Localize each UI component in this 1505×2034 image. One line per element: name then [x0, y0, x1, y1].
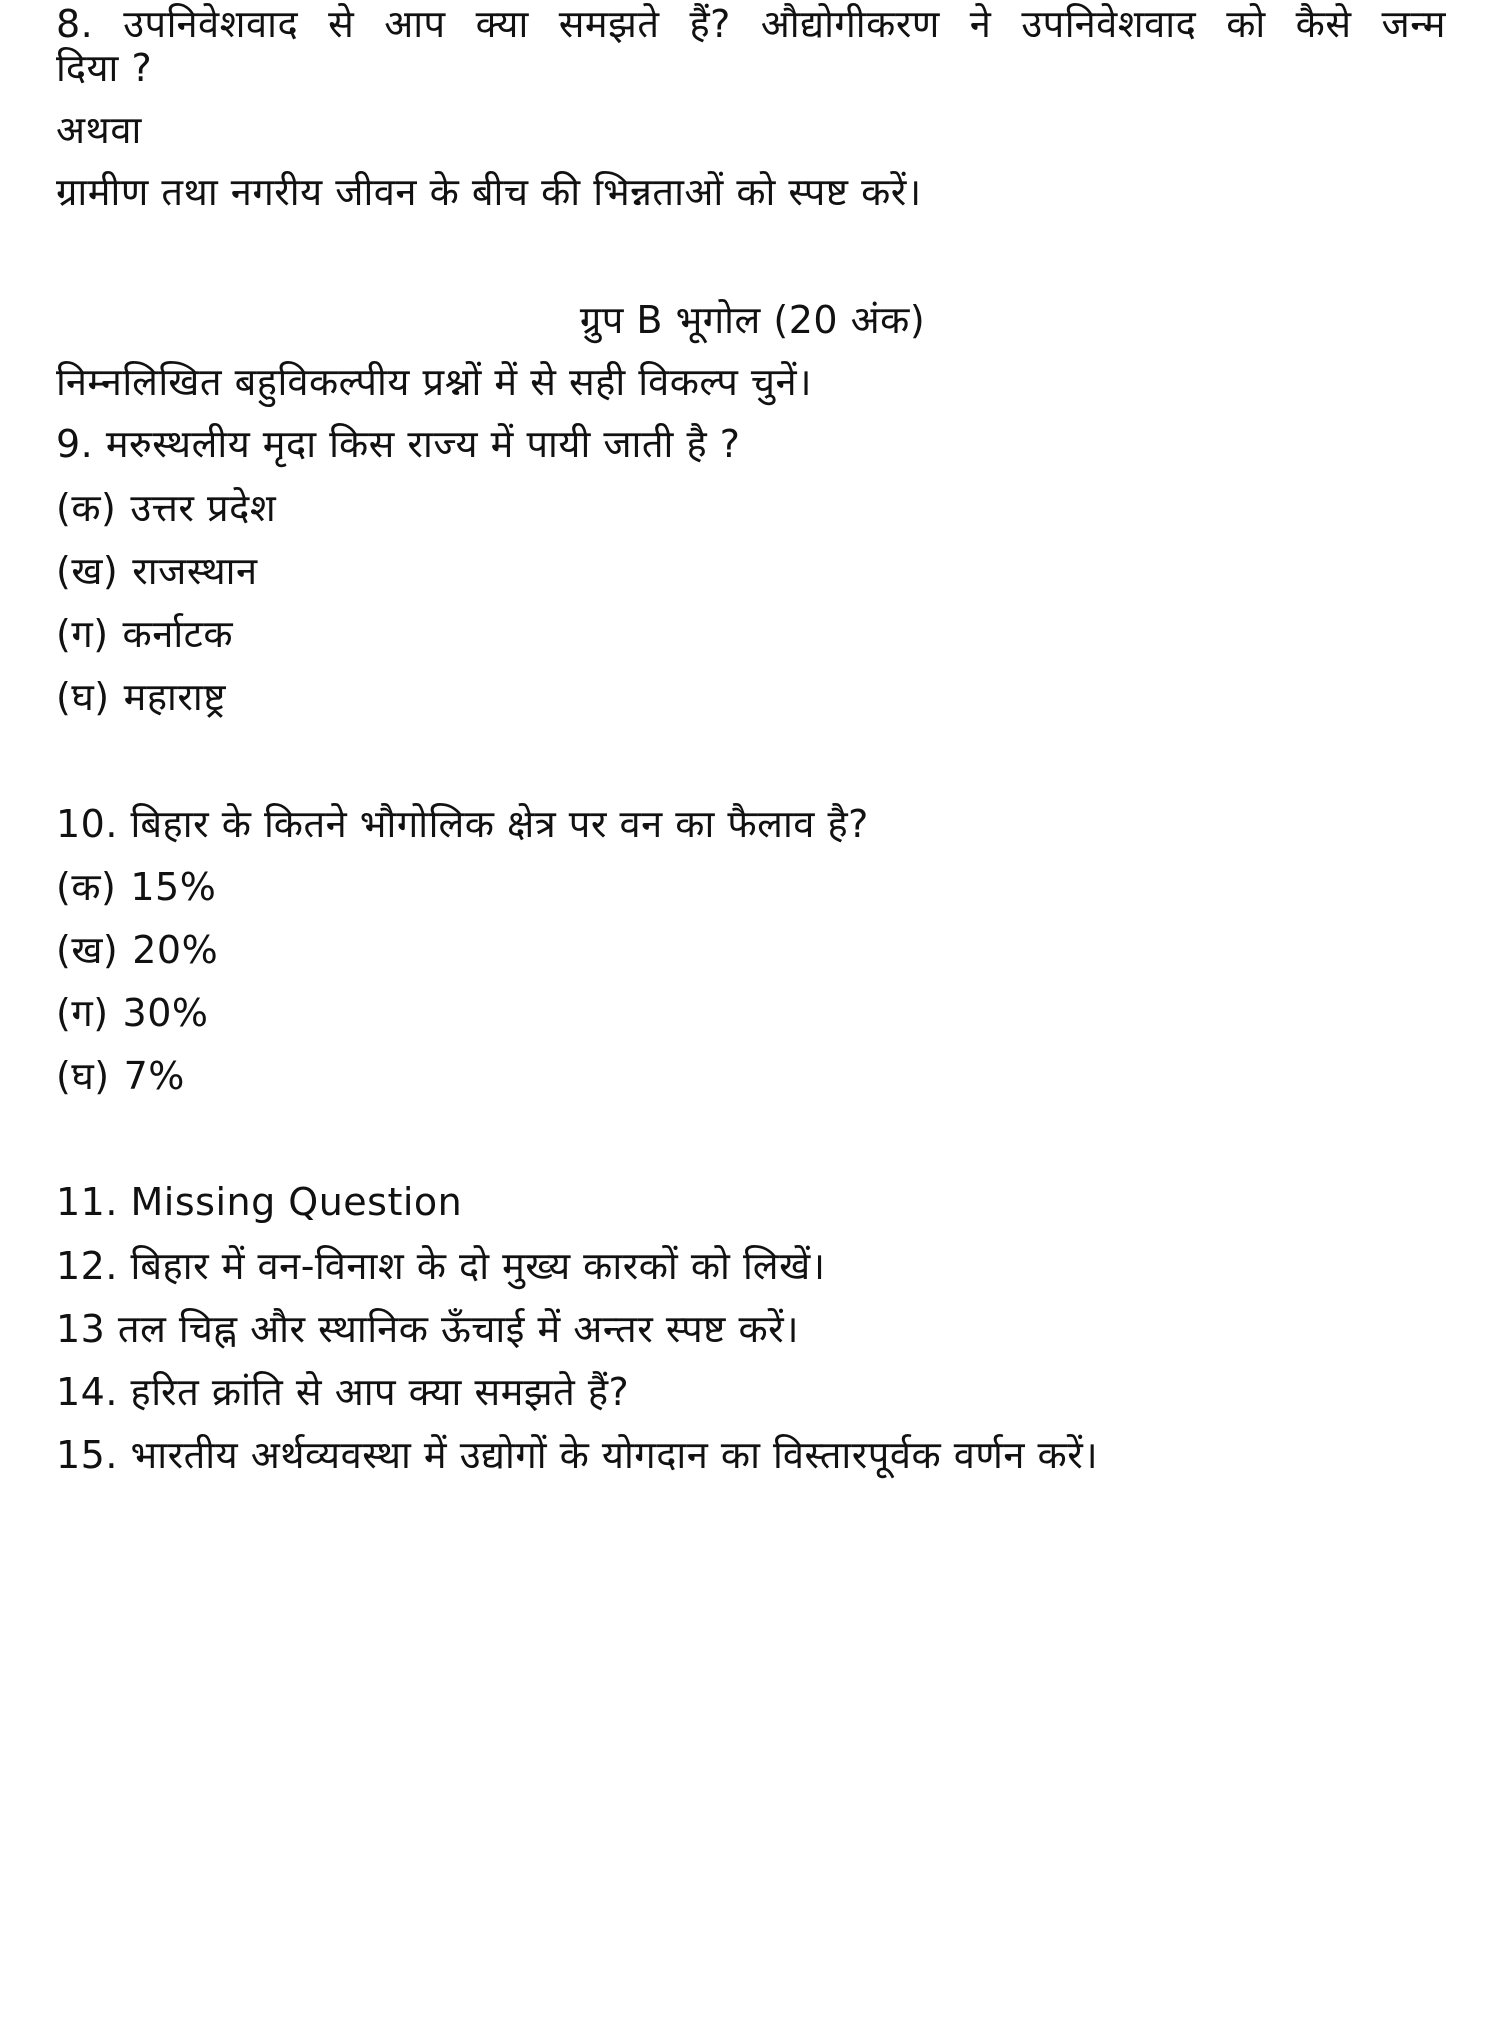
option-label: (ग): [56, 612, 109, 656]
option-label: (घ): [56, 1054, 110, 1098]
q8-line2: दिया ?: [56, 46, 153, 90]
q13: 13 तल चिह्न और स्थानिक ऊँचाई में अन्तर स्पष्ट करें।: [56, 1307, 800, 1351]
option-text: राजस्थान: [132, 549, 258, 593]
option-text: 20%: [132, 928, 219, 972]
or-label: अथवा: [56, 108, 142, 152]
option-text: कर्नाटक: [122, 612, 233, 656]
q9-option-c: [56, 610, 233, 658]
option-text: 30%: [122, 991, 209, 1035]
option-label: (ख): [56, 928, 119, 972]
q10-option-a: [56, 863, 216, 911]
option-label: (क): [56, 865, 117, 909]
q10-question: 10. बिहार के कितने भौगोलिक क्षेत्र पर वन का फैलाव है?: [56, 802, 869, 846]
q15: 15. भारतीय अर्थव्यवस्था में उद्योगों के योगदान का विस्तारपूर्वक वर्णन करें।: [56, 1433, 1099, 1477]
section-heading: ग्रुप B भूगोल (20 अंक): [579, 298, 926, 342]
q9-option-b: [56, 547, 258, 595]
option-label: (ग): [56, 991, 109, 1035]
q8-alternative: ग्रामीण तथा नगरीय जीवन के बीच की भिन्नताओं को स्पष्ट करें।: [56, 170, 922, 214]
option-text: उत्तर प्रदेश: [130, 486, 277, 530]
q11: 11. Missing Question: [56, 1180, 463, 1224]
option-text: महाराष्ट्र: [123, 675, 226, 719]
q10-option-b: [56, 926, 218, 974]
q14: 14. हरित क्रांति से आप क्या समझते हैं?: [56, 1370, 630, 1414]
q9-option-d: [56, 673, 226, 721]
option-text: 7%: [123, 1054, 185, 1098]
section-instruction: निम्नलिखित बहुविकल्पीय प्रश्नों में से सही विकल्प चुनें।: [56, 360, 812, 404]
option-label: (घ): [56, 675, 110, 719]
option-label: (क): [56, 486, 117, 530]
option-label: (ख): [56, 549, 119, 593]
q9-question: 9. मरुस्थलीय मृदा किस राज्य में पायी जाती है ?: [56, 422, 741, 466]
q10-option-c: [56, 989, 209, 1037]
option-text: 15%: [130, 865, 217, 909]
q9-option-a: [56, 484, 276, 532]
q12: 12. बिहार में वन-विनाश के दो मुख्य कारकों को लिखें।: [56, 1244, 826, 1288]
q8-line1: 8. उपनिवेशवाद से आप क्या समझते हैं? औद्योगीकरण ने उपनिवेशवाद को कैसे जन्म: [56, 2, 1446, 46]
q10-option-d: [56, 1052, 185, 1100]
